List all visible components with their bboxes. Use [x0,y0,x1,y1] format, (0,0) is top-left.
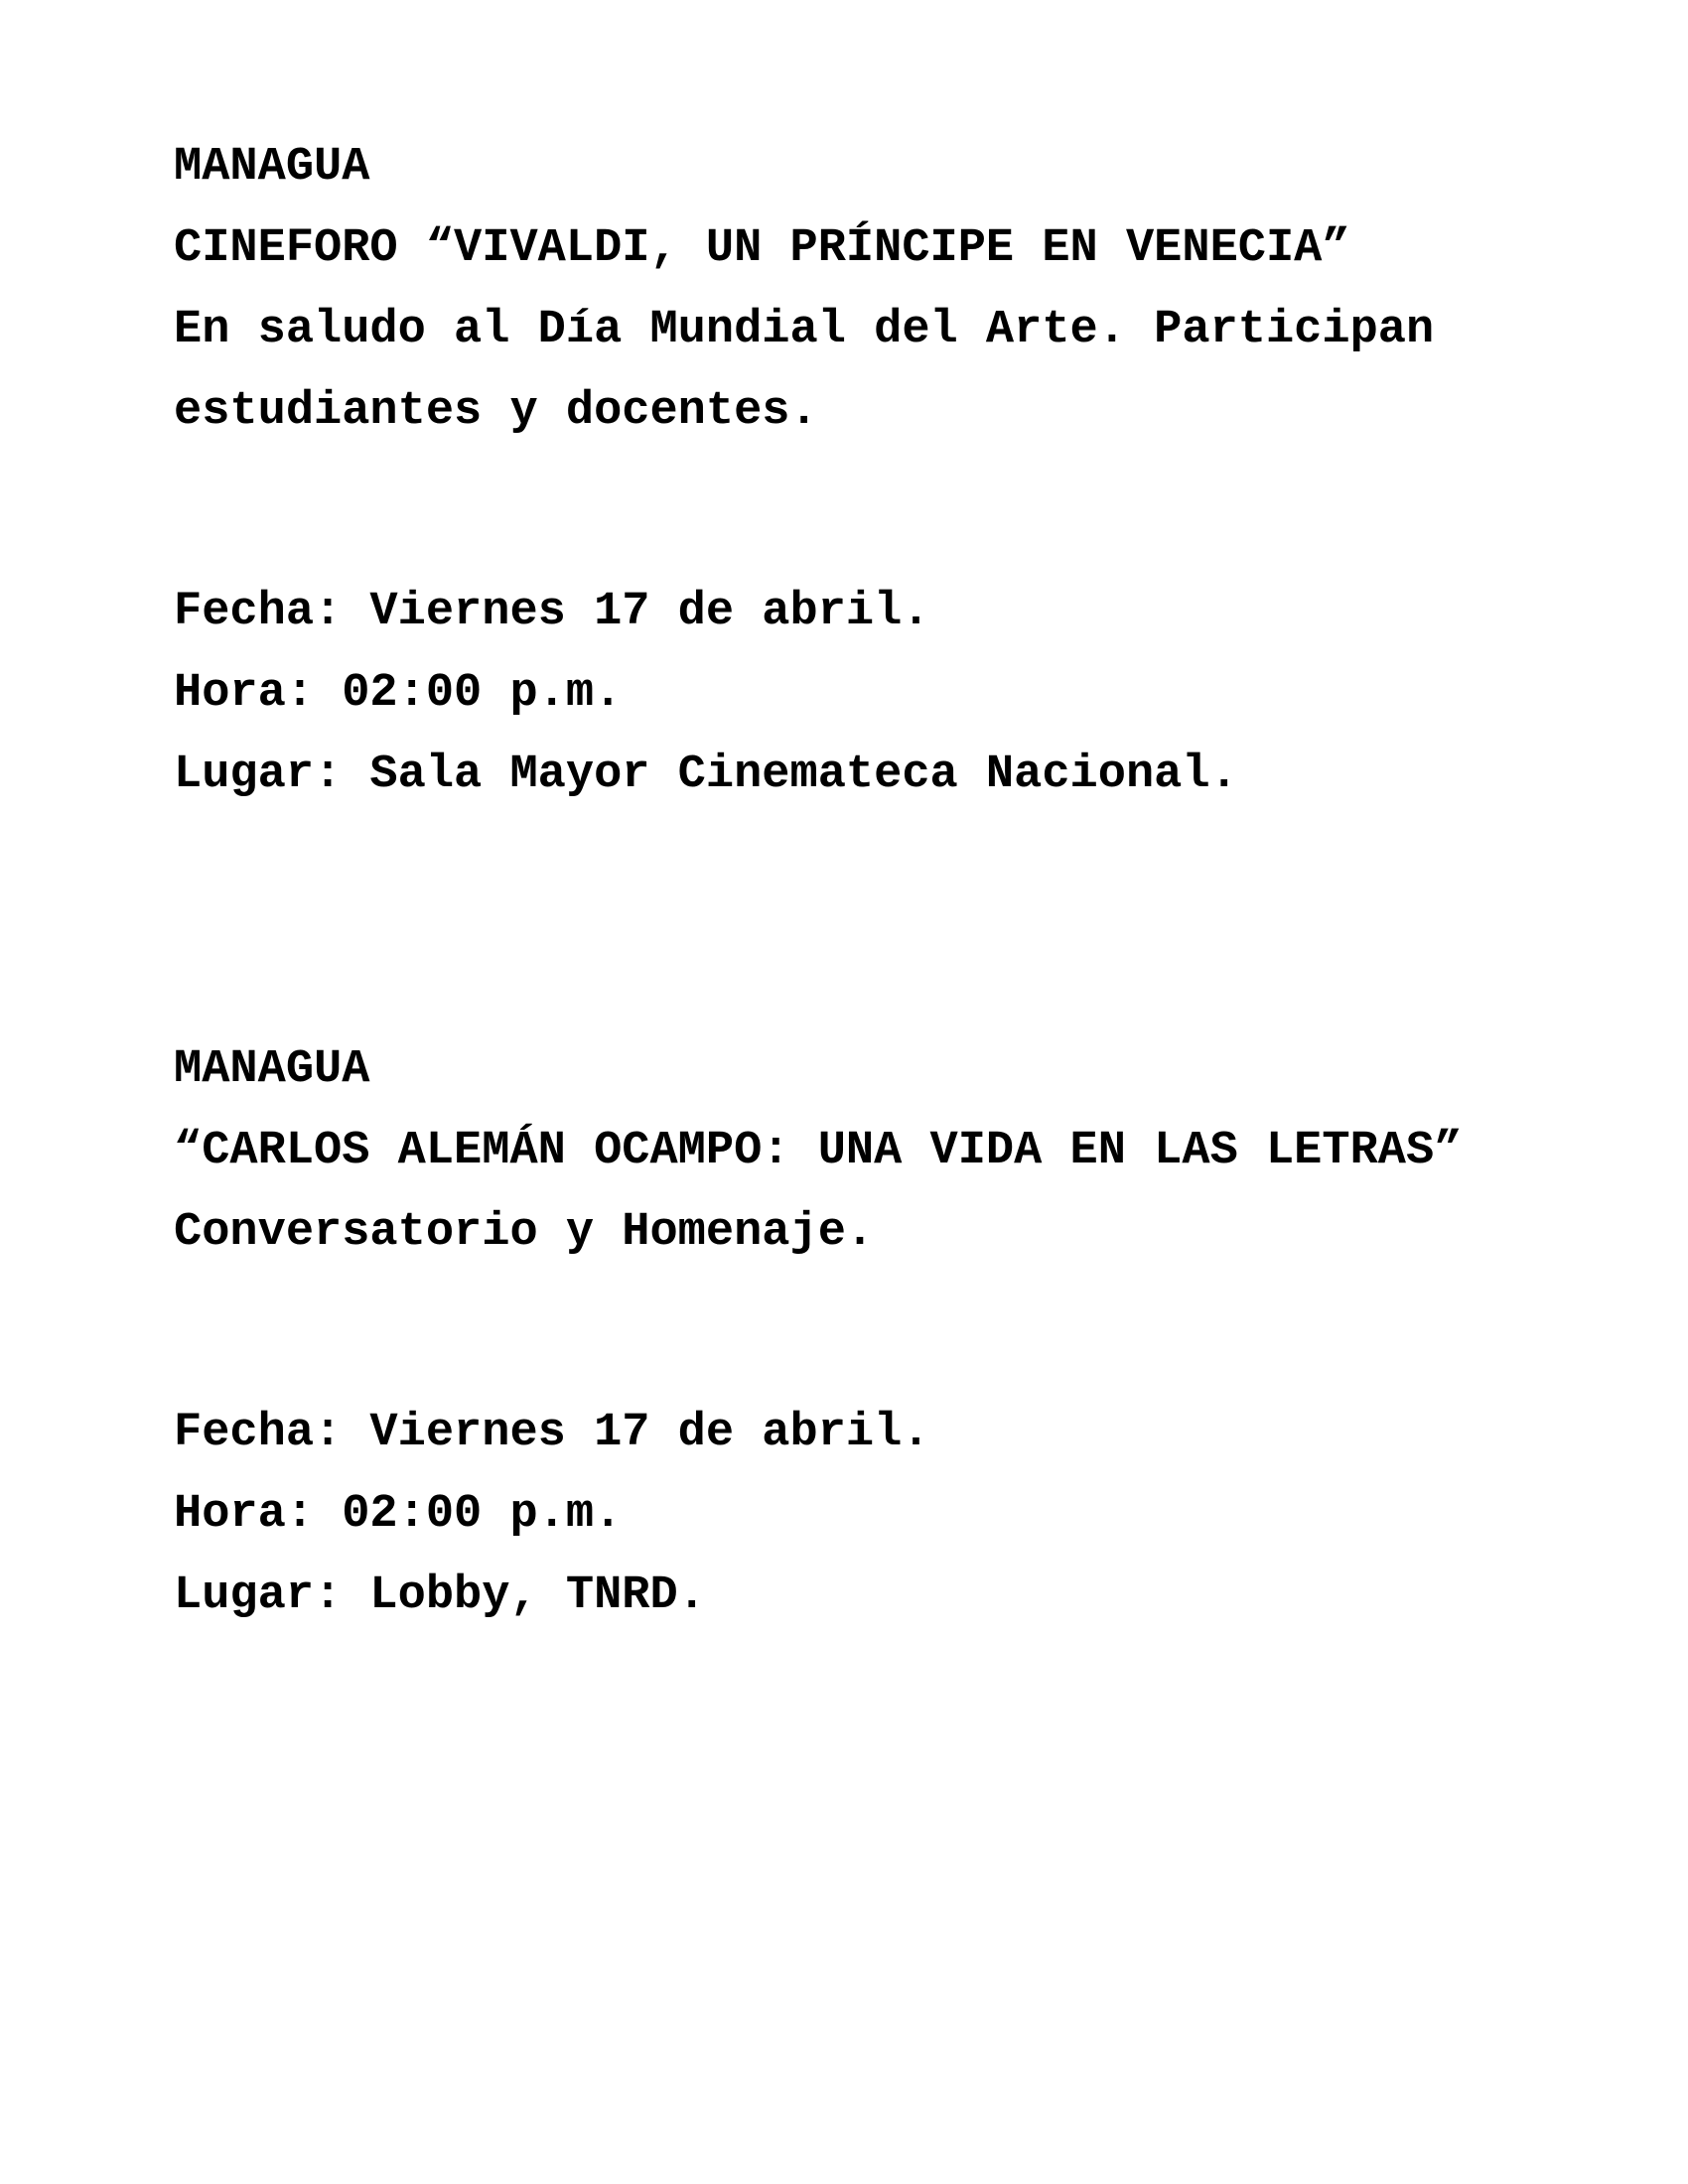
event-block [174,127,1564,816]
document-page [174,127,1564,1637]
event-time: Hora: 02:00 p.m. [174,667,623,720]
event-location: Lugar: Lobby, TNRD. [174,1570,706,1622]
event-time: Hora: 02:00 p.m. [174,1488,623,1541]
event-location: Lugar: Sala Mayor Cinemateca Nacional. [174,749,1238,801]
event-description-line: En saludo al Día Mundial del Arte. Participan [174,304,1435,356]
spacer [174,1274,1564,1393]
event-date: Fecha: Viernes 17 de abril. [174,1407,930,1459]
spacer [174,453,1564,572]
event-city: MANAGUA [174,1043,370,1096]
event-title: CINEFORO “VIVALDI, UN PRÍNCIPE EN VENECIA” [174,222,1350,275]
event-date: Fecha: Viernes 17 de abril. [174,586,930,638]
event-block [174,1029,1564,1637]
event-title: “CARLOS ALEMÁN OCAMPO: UNA VIDA EN LAS LETRAS” [174,1125,1463,1177]
event-description-line: Conversatorio y Homenaje. [174,1206,875,1259]
spacer [174,816,1564,1029]
event-description-line: estudiantes y docentes. [174,385,818,438]
event-city: MANAGUA [174,141,370,194]
